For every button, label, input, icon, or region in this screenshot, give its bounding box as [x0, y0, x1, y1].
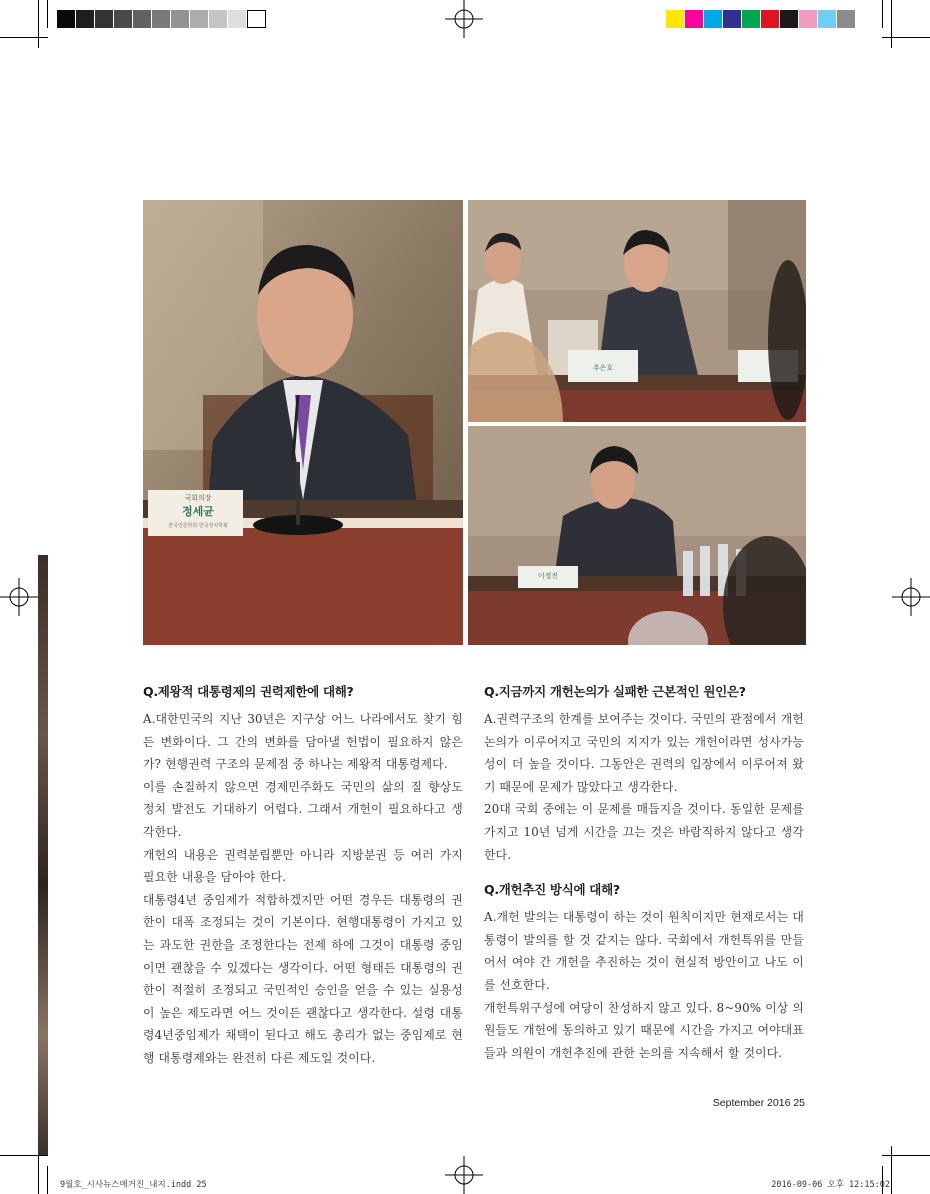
- left-text-column: [143, 682, 463, 1070]
- answer-paragraph: 개헌의 내용은 권력분립뿐만 아니라 지방분권 등 여러 가지 필요한 내용을 담아야 한다.: [143, 847, 463, 885]
- registration-mark-bottom: [445, 1156, 483, 1194]
- right-text-column: [484, 682, 804, 1064]
- nameplate-bottom-right: 이정진: [537, 572, 559, 580]
- gray-swatch-3: [114, 10, 133, 28]
- process-swatch-6: [780, 10, 799, 28]
- answer-paragraph: A.대한민국의 지난 30년은 지구상 어느 나라에서도 찾기 힘든 변화이다. 그 간의 변화를 담아낼 헌법이 필요하지 않은가? 현행권력 구조의 문제점 중 하나는 제왕적 대통령제다.: [143, 712, 463, 772]
- indd-slug-filename: 9월호_시사뉴스매거진_내지.indd 25: [60, 1180, 207, 1190]
- photo-speaker-main: [143, 200, 463, 645]
- process-swatch-1: [685, 10, 704, 28]
- gray-swatch-0: [57, 10, 76, 28]
- process-color-bar: [666, 10, 856, 28]
- gray-swatch-8: [209, 10, 228, 28]
- answer-paragraph: A.권력구조의 한계를 보여주는 것이다. 국민의 관점에서 개헌논의가 이루어지고 국민의 지지가 있는 개헌이라면 성사가능성이 더 높을 것이다. 그동안은 권력의 입장에서 이루어져 왔기 때문에 문제가 많았다고 생각한다.: [484, 712, 804, 794]
- photo-panelist-bottom: [468, 426, 806, 645]
- answer-paragraph: 개헌특위구성에 여당이 찬성하지 않고 있다. 8~90% 이상 의원들도 개헌에 동의하고 있기 때문에 시간을 가지고 여야대표들과 의원이 개헌추진에 관한 논의를 지속해서 할 것이다.: [484, 1000, 804, 1060]
- nameplate-title: 국회의장: [184, 494, 212, 502]
- answer-paragraph: 대통령4년 중임제가 적합하겠지만 어떤 경우든 대통령의 권한이 대폭 조정되는 것이 기본이다. 현행대통령이 가지고 있는 과도한 권한을 조정한다는 전제 하에 그것이 대통령 중임이면 괜찮을 수 있겠다는 생각이다. 어떤 형태든 대통령의 권한이 적절히 조정되고 국민적인 승인을 얻을 수 있는 실용성이 높은 제도라면 어느 것이든 괜찮다고 생각한다. 설령 대통령4년중임제가 채택이 된다고 해도 총리가 없는 중임제로 현행 대통령제와는 완전히 다른 제도일 것이다.: [143, 892, 463, 1065]
- question-heading-1: Q.제왕적 대통령제의 권력제한에 대해?: [143, 684, 354, 699]
- gray-swatch-10: [247, 10, 266, 28]
- question-heading-3: Q.개헌추진 방식에 대해?: [484, 882, 620, 898]
- process-swatch-7: [799, 10, 818, 28]
- gray-swatch-1: [76, 10, 95, 28]
- photo-panelists-top: [468, 200, 806, 422]
- nameplate-top-right: 추은호: [592, 364, 614, 372]
- answer-paragraph: 이를 손질하지 않으면 경제민주화도 국민의 삶의 질 향상도 정치 발전도 기대하기 어렵다. 그래서 개헌이 필요하다고 생각한다.: [143, 779, 463, 839]
- gray-swatch-9: [228, 10, 247, 28]
- process-swatch-4: [742, 10, 761, 28]
- gray-swatch-4: [133, 10, 152, 28]
- registration-mark-left: [0, 578, 38, 616]
- process-swatch-3: [723, 10, 742, 28]
- gray-swatch-6: [171, 10, 190, 28]
- page-folio: September 2016 25: [712, 1097, 805, 1109]
- answer-paragraph: 20대 국회 중에는 이 문제를 매듭지을 것이다. 동일한 문제를 가지고 10년 넘게 시간을 끄는 것은 바람직하지 않다고 생각한다.: [484, 802, 804, 862]
- answer-paragraph: A.개헌 발의는 대통령이 하는 것이 원칙이지만 현재로서는 대통령이 발의를 할 것 같지는 않다. 국회에서 개헌특위를 만들어서 여야 간 개헌을 추진하는 것이 현실적 방안이고 나도 이를 선호한다.: [484, 910, 804, 992]
- process-swatch-0: [666, 10, 685, 28]
- gray-swatch-7: [190, 10, 209, 28]
- facing-page-bleed: [38, 555, 48, 1155]
- question-heading-2: Q.지금까지 개헌논의가 실패한 근본적인 원인은?: [484, 684, 746, 699]
- process-swatch-2: [704, 10, 723, 28]
- nameplate-name: 정세균: [182, 505, 214, 518]
- grayscale-bar: [57, 10, 266, 28]
- registration-mark-right: [892, 578, 930, 616]
- gray-swatch-5: [152, 10, 171, 28]
- process-swatch-5: [761, 10, 780, 28]
- registration-mark-top: [445, 0, 483, 38]
- indd-slug-timestamp: 2016-09-06 오후 12:15:02: [771, 1180, 890, 1190]
- gray-swatch-2: [95, 10, 114, 28]
- process-swatch-9: [837, 10, 856, 28]
- nameplate-org: 한국언론학회·한국정치학회: [168, 523, 228, 529]
- process-swatch-8: [818, 10, 837, 28]
